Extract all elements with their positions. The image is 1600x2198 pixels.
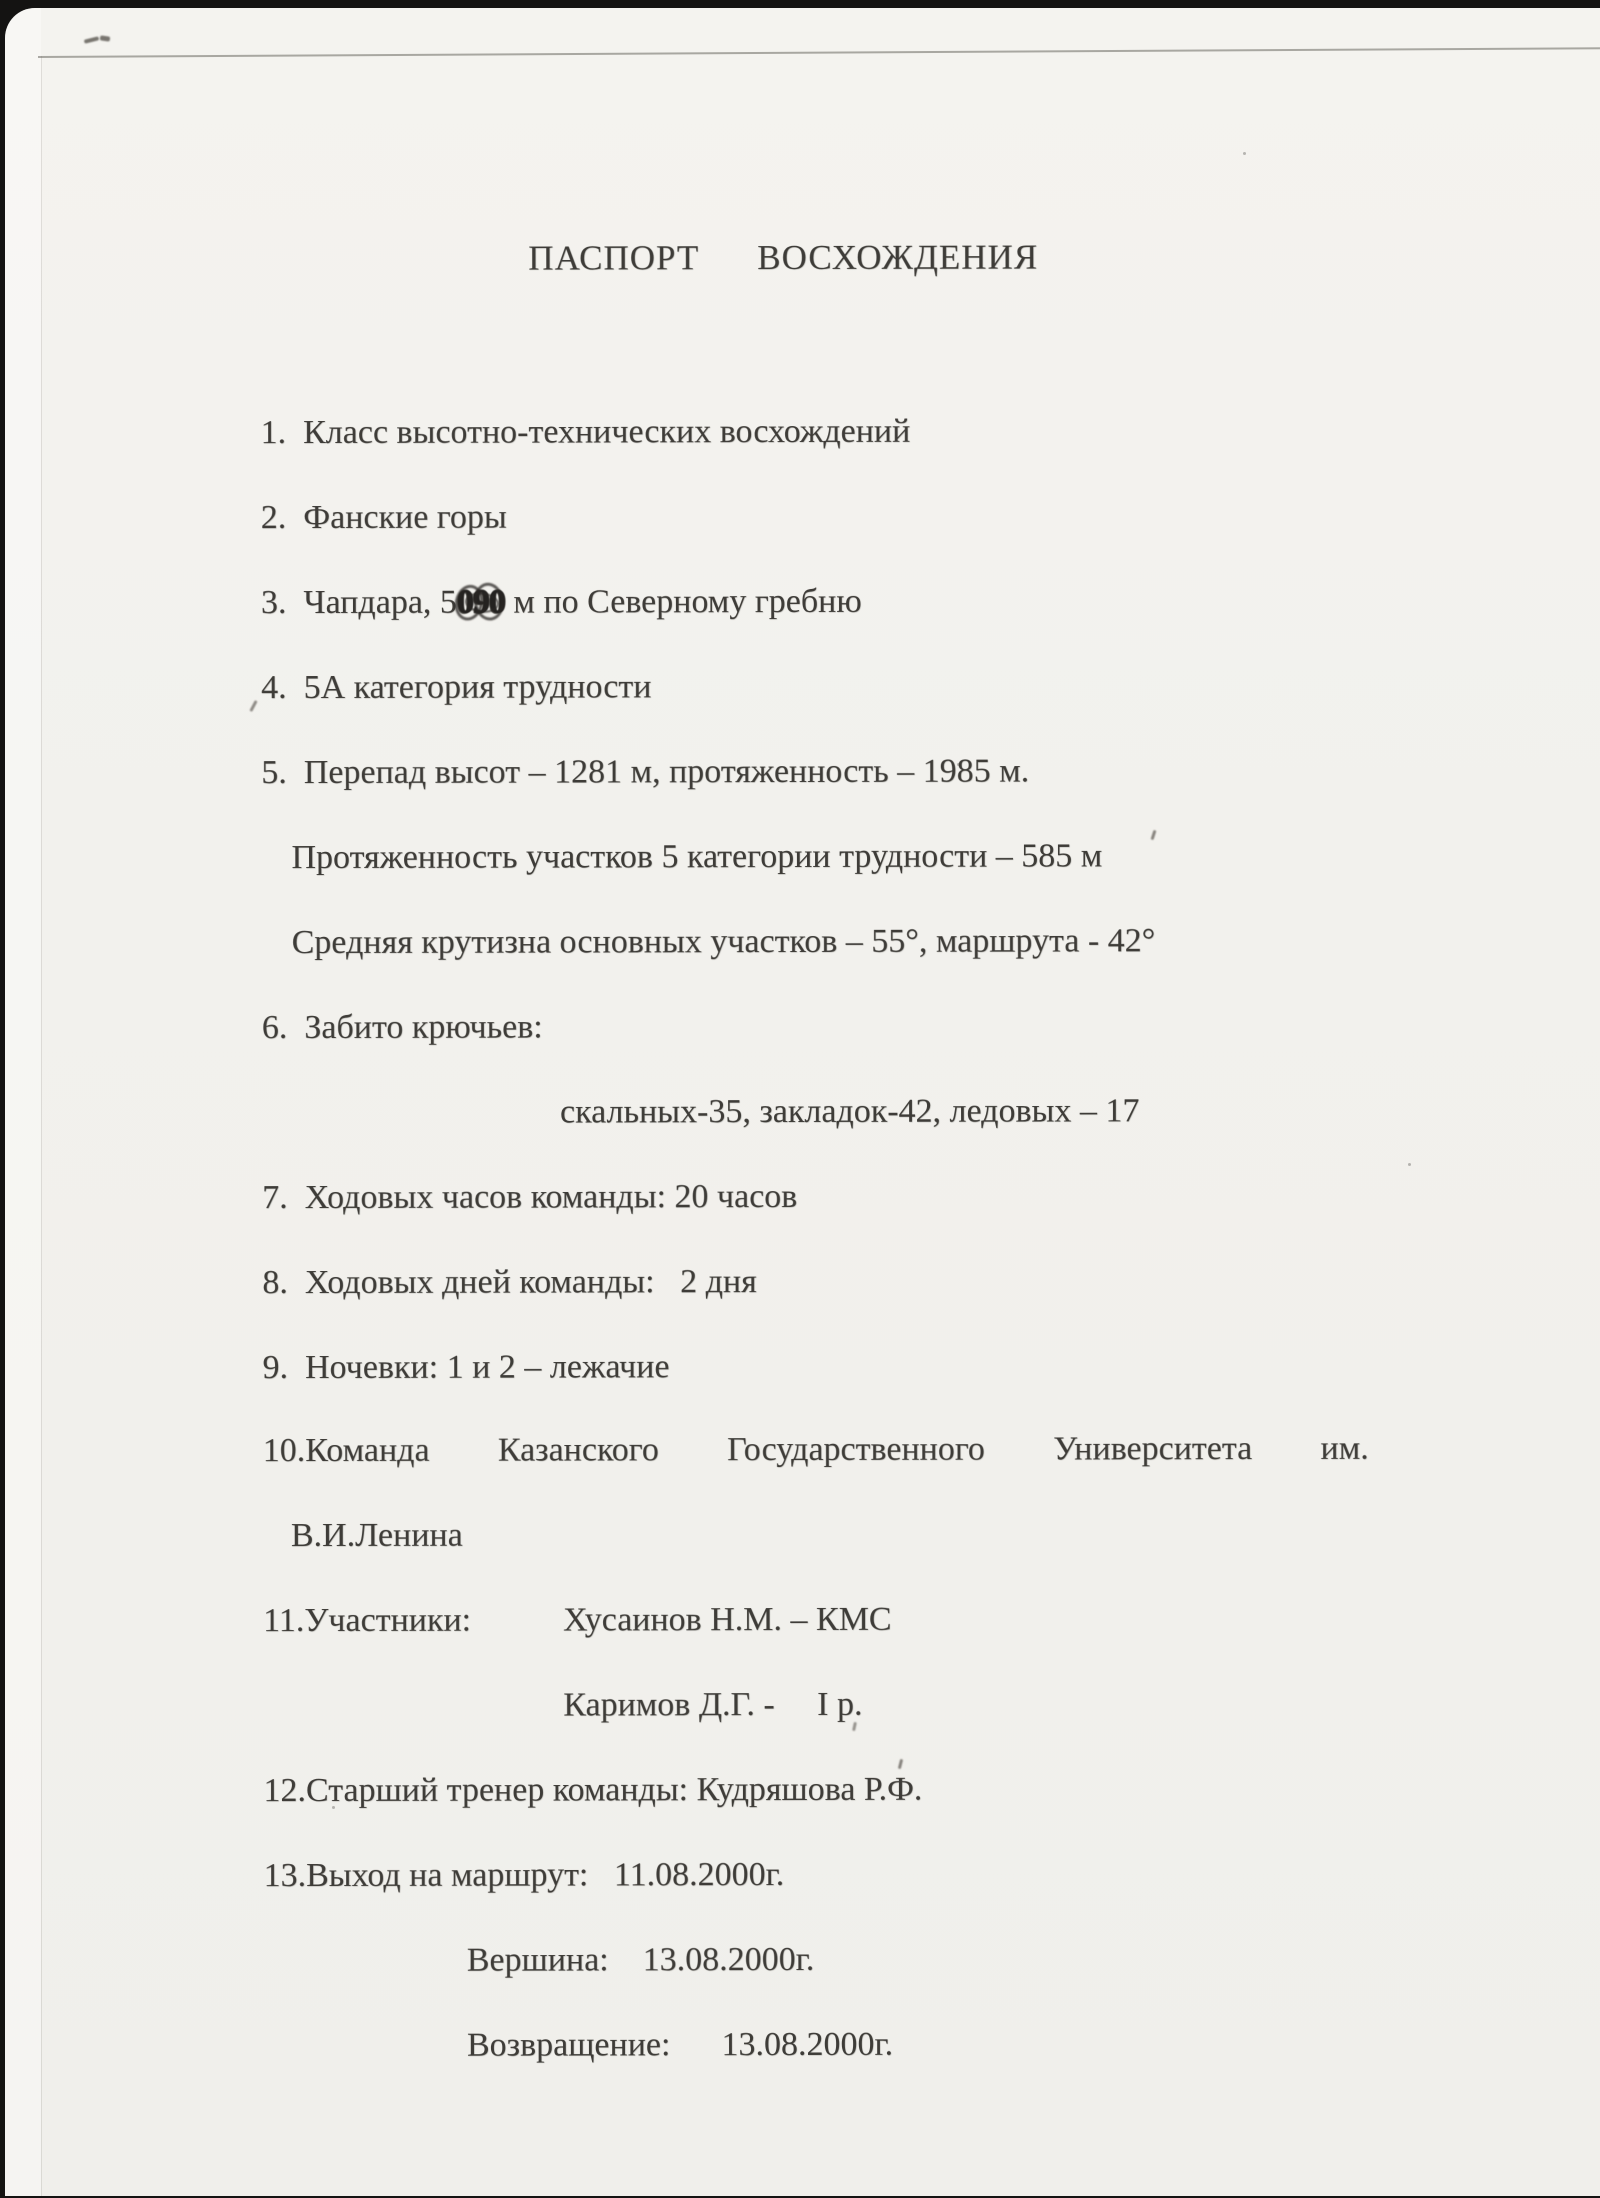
list-item-9: 9. Ночевки: 1 и 2 – лежачие xyxy=(262,1348,670,1387)
list-item-10: 10.Команда Казанского Государственного Университета им. xyxy=(262,1429,1369,1470)
list-item-7: 7. Ходовых часов команды: 20 часов xyxy=(262,1178,798,1217)
list-item-1: 1. Класс высотно-технических восхождений xyxy=(260,412,911,452)
list-item-6: 6. Забито крючьев: xyxy=(261,1008,543,1047)
list-item-11-value: Хусаинов Н.М. – КМС xyxy=(563,1600,892,1639)
list-item-5-line3: Средняя крутизна основных участков – 55°, маршрута - 42° xyxy=(291,922,1156,962)
list-item-12: 12.Старший тренер команды: Кудряшова Р.Ф. xyxy=(263,1770,923,1810)
list-item-6-line2: скальных-35, закладок-42, ледовых – 17 xyxy=(559,1092,1140,1131)
list-item-4: 4. 5А категория трудности xyxy=(261,668,652,707)
list-item-8: 8. Ходовых дней команды: 2 дня xyxy=(262,1263,757,1302)
list-item-13: 13.Выход на маршрут: 11.08.2000г. xyxy=(263,1856,785,1895)
list-item-2: 2. Фанские горы xyxy=(260,498,507,537)
list-item-3 xyxy=(261,582,862,623)
document-title: ПАСПОРТ ВОСХОЖДЕНИЯ xyxy=(528,237,1039,278)
list-item-10-line2: В.И.Ленина xyxy=(290,1516,463,1555)
overwritten-altitude xyxy=(457,583,505,623)
list-item-5: 5. Перепад высот – 1281 м, протяженность – 1985 м. xyxy=(261,752,1030,792)
item3-text-before: 3. Чапдара, 5 xyxy=(260,583,457,622)
list-item-13-line2: Вершина: 13.08.2000г. xyxy=(466,1940,815,1979)
altitude-digits: 090 xyxy=(456,583,505,621)
list-item-11-line2: Каримов Д.Г. - I р. xyxy=(563,1685,863,1724)
list-item-13-line3: Возвращение: 13.08.2000г. xyxy=(466,2025,894,2064)
list-item-5-line2: Протяженность участков 5 категории трудности – 585 м xyxy=(291,837,1103,877)
item3-text-after: м по Северному гребню xyxy=(504,582,862,621)
list-item-11-label: 11.Участники: xyxy=(263,1601,472,1640)
